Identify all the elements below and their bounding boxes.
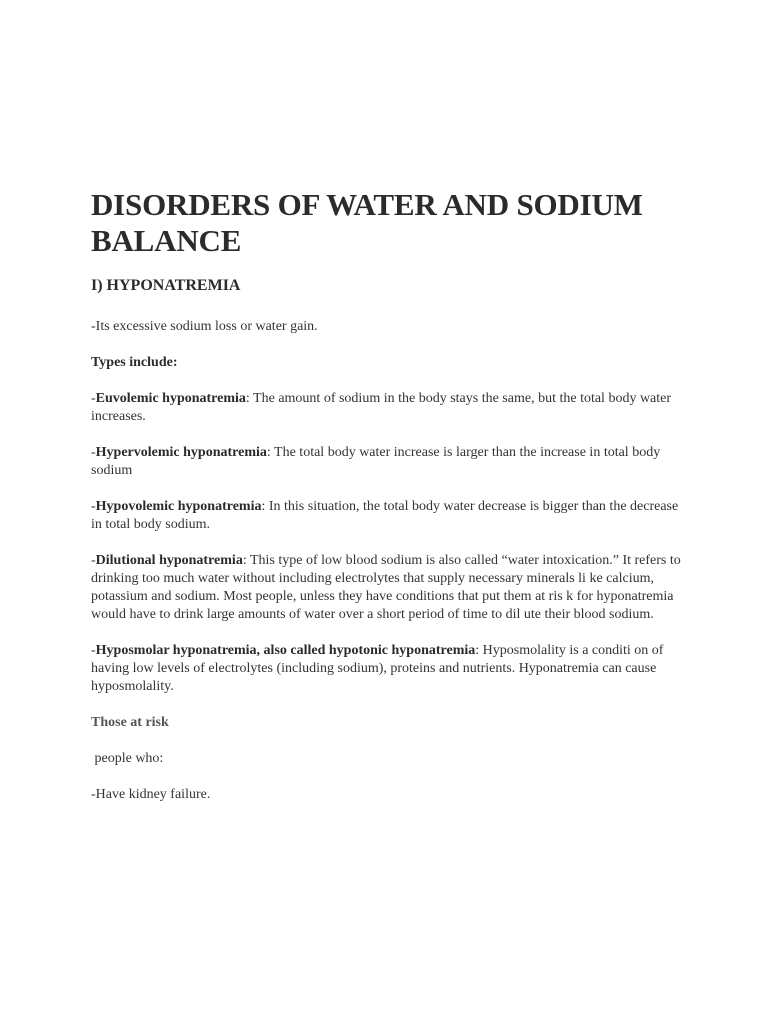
type-prefix: - bbox=[91, 391, 96, 406]
type-prefix: - bbox=[91, 643, 96, 658]
risk-label: Those at risk bbox=[91, 715, 169, 730]
type-term: Hypovolemic hyponatremia bbox=[95, 499, 262, 514]
type-description: : The amount of sodium in the body stays the same, but the total body water increases. bbox=[91, 391, 672, 424]
intro-text: -Its excessive sodium loss or water gain. bbox=[91, 319, 318, 334]
type-prefix: - bbox=[91, 499, 96, 514]
type-description: : Hyposmolality is a conditi on of having low levels of electrolytes (including sodium), proteins and nutrients. Hyponatremia can cause hyposmolality. bbox=[91, 643, 664, 694]
type-prefix: - bbox=[91, 553, 96, 568]
types-label-text: Types include: bbox=[91, 355, 178, 370]
type-item-euvolemic bbox=[91, 390, 691, 426]
type-item-hypovolemic bbox=[91, 498, 691, 534]
document-title: DISORDERS OF WATER AND SODIUM BALANCE bbox=[91, 187, 643, 258]
section-heading: I) HYPONATREMIA bbox=[91, 277, 241, 294]
risk-intro: people who: bbox=[91, 751, 164, 766]
type-term: Dilutional hyponatremia bbox=[95, 553, 243, 568]
types-label bbox=[91, 354, 691, 372]
risk-item: -Have kidney failure. bbox=[91, 787, 211, 802]
type-item-hypervolemic bbox=[91, 444, 691, 480]
type-item-hyposmolar bbox=[91, 642, 691, 696]
type-term: Hyposmolar hyponatremia, also called hypotonic hyponatremia bbox=[95, 643, 476, 658]
document-page bbox=[91, 187, 691, 804]
type-description: : This type of low blood sodium is also called “water intoxication.” It refers to drinking too much water without including electrolytes that supply necessary minerals li ke calcium, potassium and sodium. Most people, unless they have conditions that put them at ris k for hyponatremia would have to drink large amounts of water over a short period of time to dil ute their blood sodium. bbox=[91, 553, 681, 622]
type-term: Euvolemic hyponatremia bbox=[95, 391, 246, 406]
type-term: Hypervolemic hyponatremia bbox=[95, 445, 267, 460]
type-item-dilutional bbox=[91, 552, 691, 624]
type-prefix: - bbox=[91, 445, 96, 460]
type-description: : The total body water increase is larger than the increase in total body sodium bbox=[91, 445, 661, 478]
type-description: : In this situation, the total body water decrease is bigger than the decrease in total body sodium. bbox=[91, 499, 679, 532]
